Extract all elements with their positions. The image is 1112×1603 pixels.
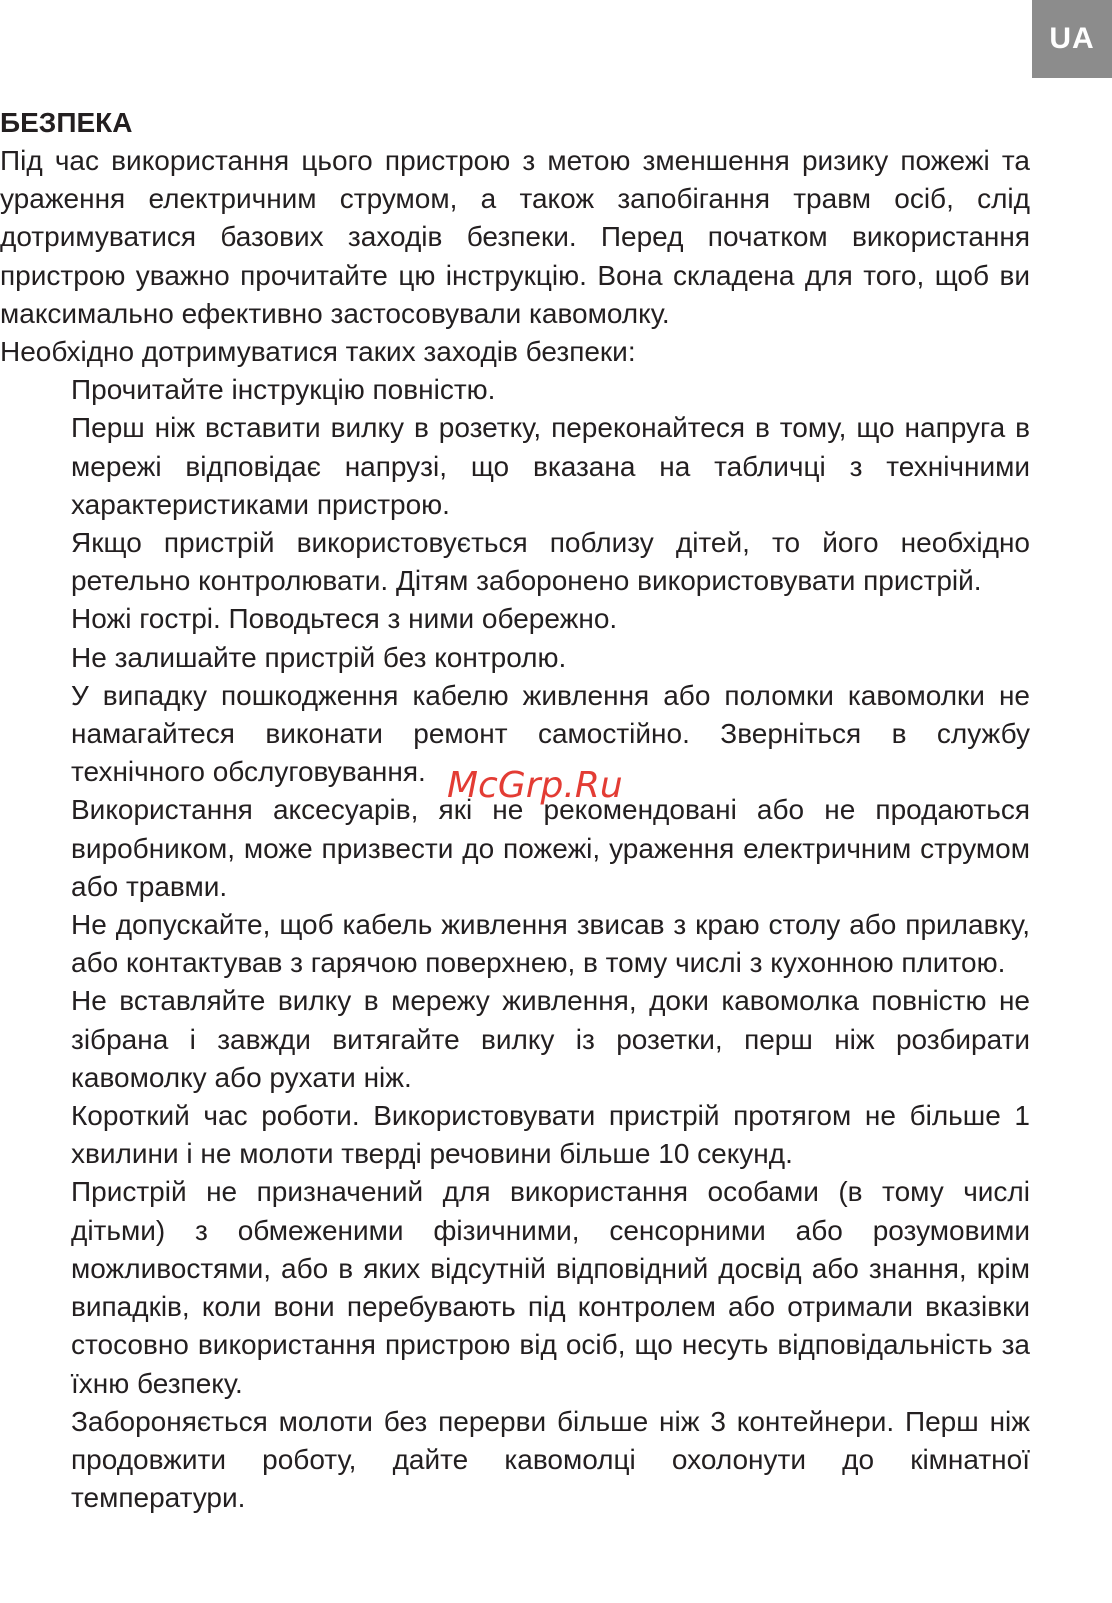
lead-paragraph: Необхідно дотримуватися таких заходів безпеки:: [0, 336, 636, 368]
list-item: Перш ніж вставити вилку в розетку, переконайтеся в тому, що напруга в мережі відповідає напрузі, що вказана на табличці з технічними характеристиками пристрою.: [71, 412, 1030, 520]
list-item: Якщо пристрій використовується поблизу дітей, то його необхідно ретельно контролювати. Дітям заборонено використовувати пристрій.: [71, 527, 1030, 597]
safety-section: [0, 104, 1030, 1517]
list-item: Забороняється молоти без перерви більше ніж 3 контейнери. Перш ніж продовжити роботу, дайте кавомолці охолонути до кімнатної температури.: [71, 1405, 1030, 1514]
list-item: Не вставляйте вилку в мережу живлення, доки кавомолка повністю не зібрана і завжди витягайте вилку із розетки, перш ніж розбирати кавомолку або рухати ніж.: [71, 985, 1030, 1093]
list-item: Ножі гострі. Поводьтеся з ними обережно.: [71, 603, 618, 635]
safety-list: [0, 371, 1030, 1517]
watermark: McGrp.Ru: [447, 765, 623, 806]
list-item: Не допускайте, щоб кабель живлення звисав з краю столу або прилавку, або контактував з гарячою поверхнею, в тому числі з кухонною плитою.: [71, 909, 1030, 979]
list-item: Прочитайте інструкцію повністю.: [71, 374, 496, 406]
list-item: Не залишайте пристрій без контролю.: [71, 641, 567, 673]
section-title: БЕЗПЕКА: [0, 107, 133, 138]
list-item: Короткий час роботи. Використовувати пристрій протягом не більше 1 хвилини і не молоти тверді речовини більше 10 секунд.: [71, 1100, 1030, 1170]
language-tab: UA: [1032, 0, 1112, 78]
list-item: У випадку пошкодження кабелю живлення або поломки кавомолки не намагайтеся виконати ремонт самостійно. Зверніться в службу технічного обслуговування.: [71, 679, 1030, 788]
list-item: Використання аксесуарів, які не рекомендовані або не продаються виробником, може призвести до пожежі, ураження електричним струмом або травми.: [71, 794, 1030, 902]
list-item: Пристрій не призначений для використання особами (в тому числі дітьми) з обмеженими фізичними, сенсорними або розумовими можливостями, або в яких відсутній відповідний досвід або знання, крім випадків, коли вони перебувають під контролем або отримали вказівки стосовно використання пристрою від осіб, що несуть відповідальність за їхню безпеку.: [71, 1176, 1030, 1399]
intro-paragraph: Під час використання цього пристрою з метою зменшення ризику пожежі та ураження електричним струмом, а також запобігання травм осіб, слід дотримуватися базових заходів безпеки. Перед початком використання пристрою уважно прочитайте цю інструкцію. Вона складена для того, щоб ви максимально ефективно застосовували кавомолку.: [0, 145, 1030, 329]
